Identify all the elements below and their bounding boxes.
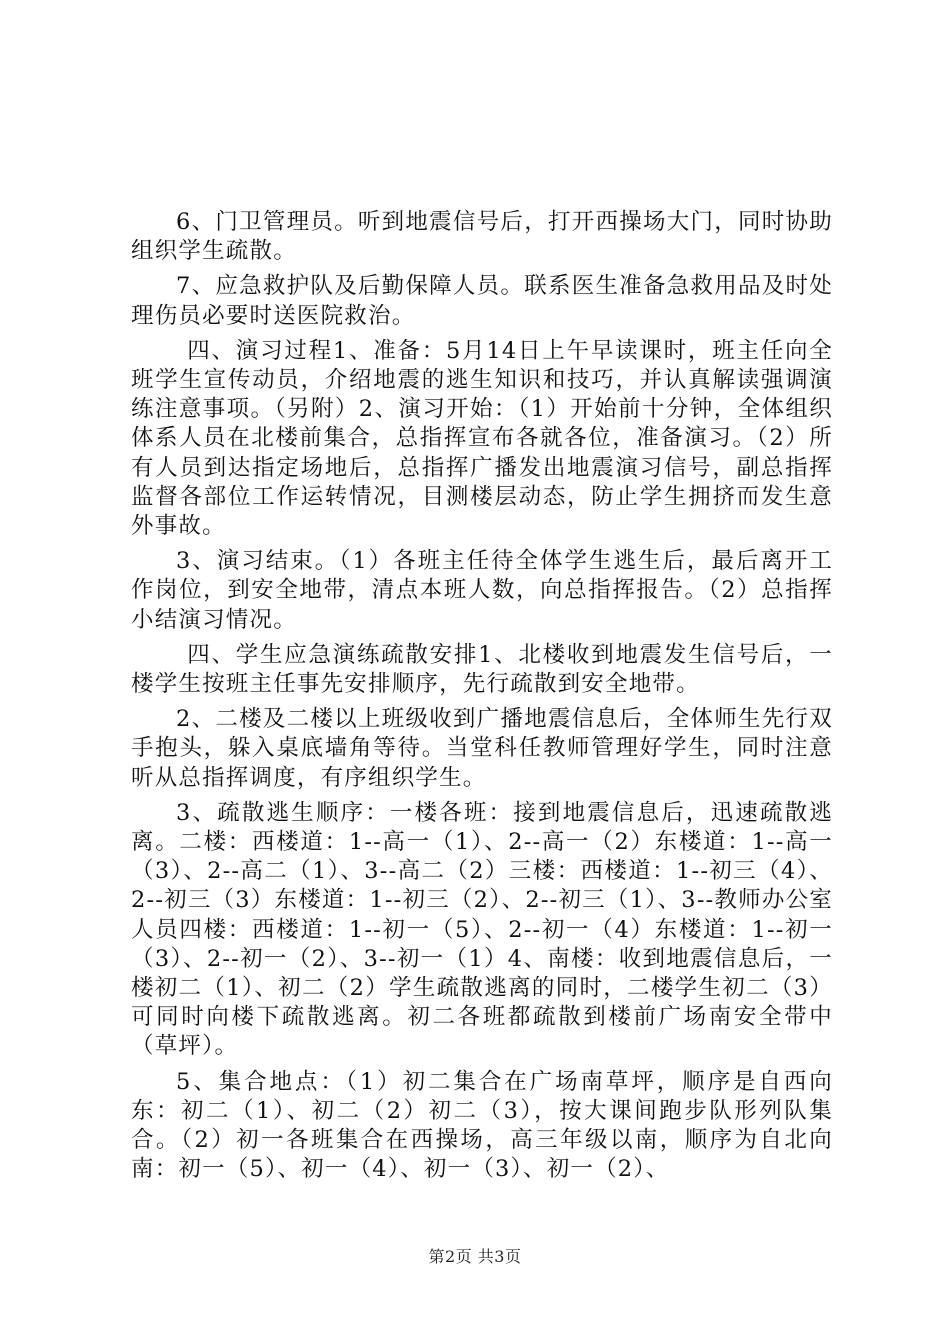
paragraph: 5、集合地点：（1）初二集合在广场南草坪，顺序是自西向东：初二（1）、初二（2）初二（3），按大课间跑步队形列队集合。（2）初一各班集合在西操场，高三年级以南，顺序为自北向南：初一（5）、初一（4）、初一（3）、初一（2）、 (131, 1068, 833, 1183)
paragraph: 6、门卫管理员。听到地震信号后，打开西操场大门，同时协助组织学生疏散。 (131, 209, 833, 265)
page-number-footer: 第2页 共3页 (428, 1247, 522, 1266)
paragraph: 3、演习结束。（1）各班主任待全体学生逃生后，最后离开工作岗位，到安全地带，清点本班人数，向总指挥报告。（2）总指挥小结演习情况。 (131, 548, 833, 633)
paragraph: 3、疏散逃生顺序：一楼各班：接到地震信息后，迅速疏散逃离。二楼：西楼道：1--高一（1）、2--高一（2）东楼道：1--高一（3）、2--高二（1）、3--高二（2）三楼：西楼道：1--初三（4）、2--初三（3）东楼道：1--初三（2）、2--初三（1）、3--教师办公室人员四楼：西楼道：1--初一（5）、2--初一（4）东楼道：1--初一（3）、2--初一（2）、3--初一（1）4、南楼：收到地震信息后，一楼初二（1）、初二（2）学生疏散逃离的同时，二楼学生初二（3）可同时向楼下疏散逃离。初二各班都疏散到楼前广场南安全带中（草坪）。 (131, 799, 833, 1060)
paragraph: 2、二楼及二楼以上班级收到广播地震信息后，全体师生先行双手抱头，躲入桌底墙角等待。当堂科任教师管理好学生，同时注意听从总指挥调度，有序组织学生。 (131, 706, 833, 791)
document-body (131, 208, 833, 1191)
paragraph: 7、应急救护队及后勤保障人员。联系医生准备急救用品及时处理伤员必要时送医院救治。 (131, 273, 833, 329)
paragraph: 四、演习过程1、准备：5月14日上午早读课时，班主任向全班学生宣传动员，介绍地震的逃生知识和技巧，并认真解读强调演练注意事项。（另附）2、演习开始：（1）开始前十分钟，全体组织体系人员在北楼前集合，总指挥宣布各就各位，准备演习。（2）所有人员到达指定场地后，总指挥广播发出地震演习信号，副总指挥监督各部位工作运转情况，目测楼层动态，防止学生拥挤而发生意外事故。 (131, 337, 833, 540)
paragraph: 四、学生应急演练疏散安排1、北楼收到地震发生信号后，一楼学生按班主任事先安排顺序，先行疏散到安全地带。 (131, 641, 833, 698)
